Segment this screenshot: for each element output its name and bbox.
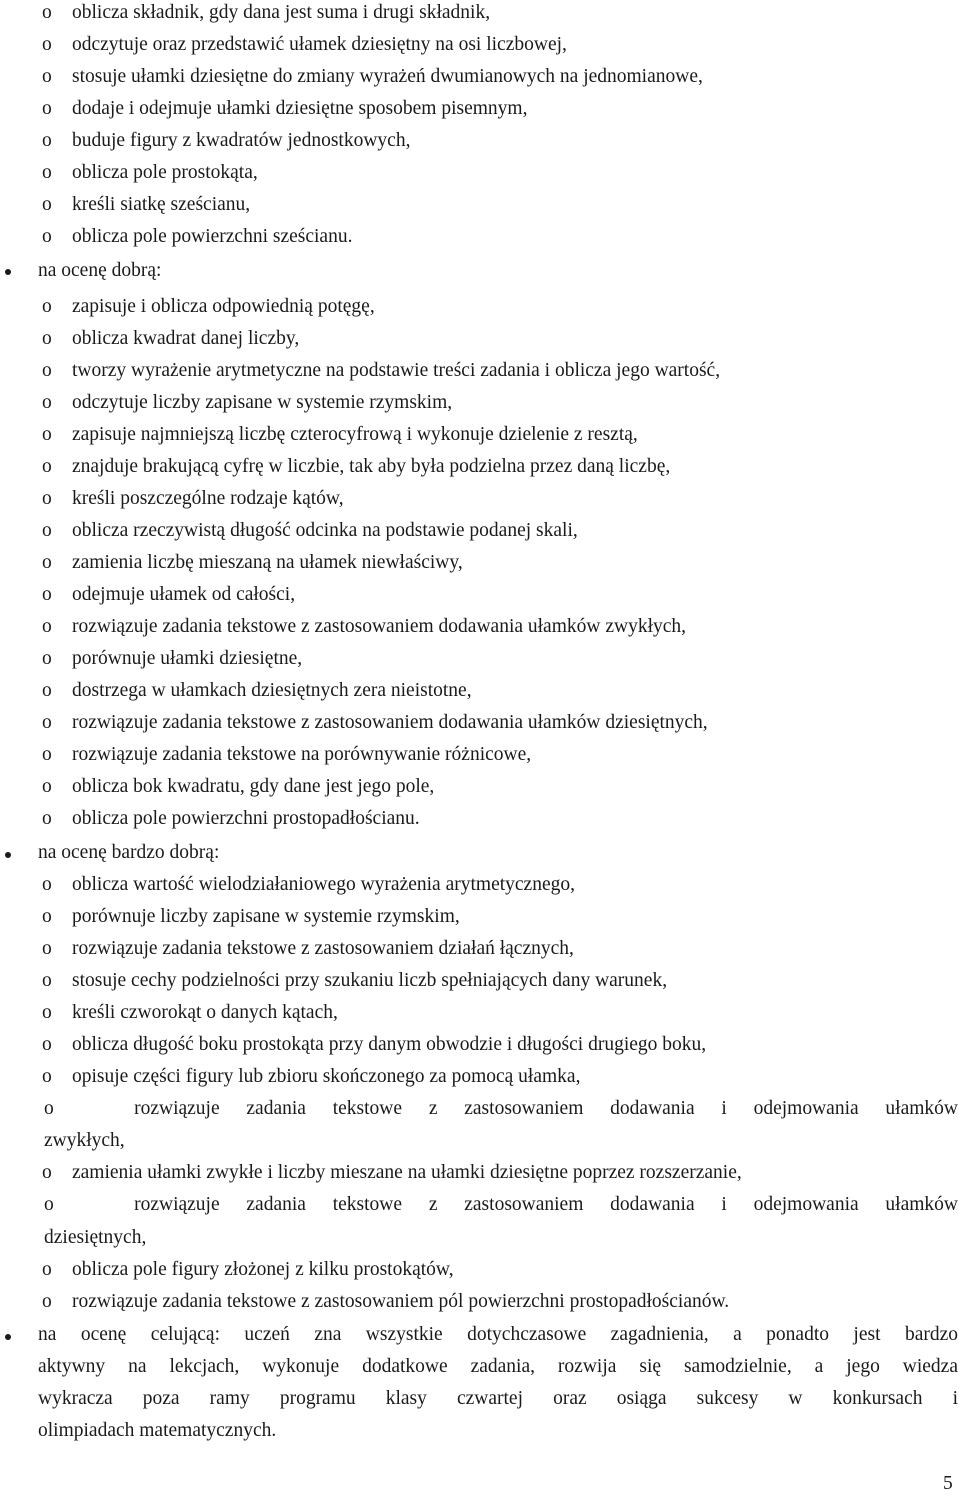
list-item-continuation: dziesiętnych, xyxy=(44,1227,147,1248)
list-marker: o xyxy=(42,712,52,733)
list-marker: o xyxy=(42,906,52,927)
list-marker: o xyxy=(42,874,52,895)
bullet-dot xyxy=(5,852,11,858)
list-marker: o xyxy=(42,680,52,701)
section-heading-bardzo-dobra: na ocenę bardzo dobrą: xyxy=(38,842,220,863)
list-marker: o xyxy=(42,226,52,247)
list-marker: o xyxy=(42,2,52,23)
list-marker: o xyxy=(42,296,52,317)
list-marker: o xyxy=(42,970,52,991)
page-number: 5 xyxy=(943,1473,953,1494)
section-heading-dobra: na ocenę dobrą: xyxy=(38,260,162,281)
list-marker: o xyxy=(42,34,52,55)
list-marker: o xyxy=(42,66,52,87)
list-marker: o xyxy=(42,776,52,797)
list-marker: o xyxy=(42,552,52,573)
list-marker: o xyxy=(42,328,52,349)
list-marker: o xyxy=(42,648,52,669)
list-marker: o xyxy=(42,360,52,381)
list-marker: o xyxy=(42,456,52,477)
list-marker: o xyxy=(42,1034,52,1055)
list-marker: o xyxy=(44,1098,54,1119)
list-marker: o xyxy=(42,130,52,151)
list-marker: o xyxy=(42,616,52,637)
list-marker: o xyxy=(42,744,52,765)
list-marker: o xyxy=(42,938,52,959)
list-marker: o xyxy=(42,584,52,605)
list-marker: o xyxy=(42,520,52,541)
list-marker: o xyxy=(42,1002,52,1023)
list-item-wrapped: o rozwiązuje zadania tekstowe z zastosowaniem dodawania i odejmowania ułamków xyxy=(44,1098,959,1119)
bullet-dot xyxy=(5,1334,11,1340)
paragraph-celujaca-line: na ocenę celującą: uczeń zna wszystkie dotychczasowe zagadnienia, a ponadto jest bardzo xyxy=(38,1324,958,1345)
list-marker: o xyxy=(42,1066,52,1087)
list-marker: o xyxy=(42,1259,52,1280)
list-marker: o xyxy=(42,392,52,413)
list-marker: o xyxy=(42,424,52,445)
paragraph-celujaca-line: aktywny na lekcjach, wykonuje dodatkowe zadania, rozwija się samodzielnie, a jego wiedza xyxy=(38,1356,958,1377)
paragraph-celujaca-line: wykracza poza ramy programu klasy czwartej oraz osiąga sukcesy w konkursach i xyxy=(38,1388,958,1409)
list-marker: o xyxy=(42,194,52,215)
list-marker: o xyxy=(42,1162,52,1183)
list-item-continuation: zwykłych, xyxy=(44,1130,125,1151)
paragraph-celujaca-line: olimpiadach matematycznych. xyxy=(38,1420,277,1441)
list-marker: o xyxy=(44,1194,54,1215)
list-item-wrapped: o rozwiązuje zadania tekstowe z zastosowaniem dodawania i odejmowania ułamków xyxy=(44,1194,959,1215)
list-marker: o xyxy=(42,1291,52,1312)
bullet-dot xyxy=(5,269,11,275)
list-marker: o xyxy=(42,488,52,509)
list-marker: o xyxy=(42,98,52,119)
list-marker: o xyxy=(42,808,52,829)
list-marker: o xyxy=(42,162,52,183)
